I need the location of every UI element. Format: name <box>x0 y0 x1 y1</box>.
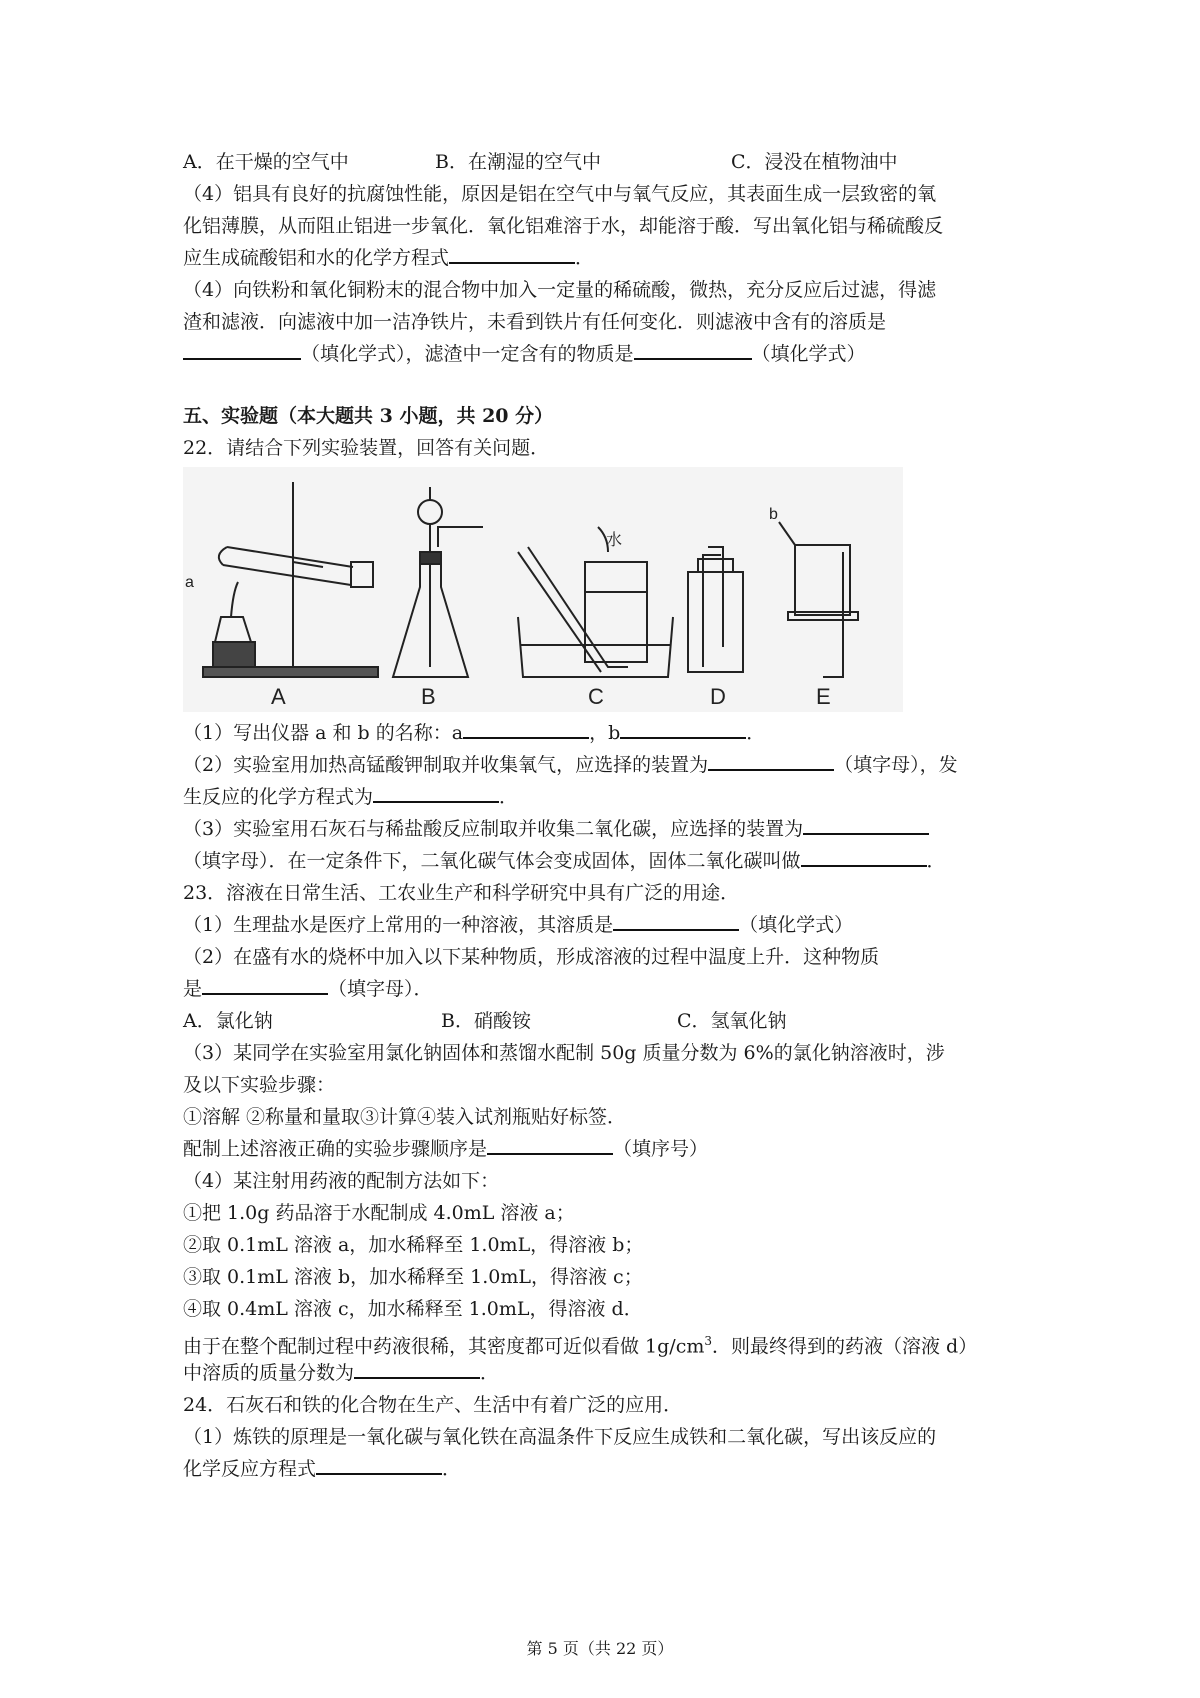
q23-part1-tail: （填化学式） <box>739 914 854 936</box>
answer-blank[interactable] <box>316 1453 442 1475</box>
q21-option-a: A．在干燥的空气中 <box>183 151 349 173</box>
q21-part4a-line3: 应生成硫酸铝和水的化学方程式 ． <box>183 242 1023 274</box>
q24-part1-text: 化学反应方程式 <box>183 1458 317 1480</box>
q23-part3-line2: 及以下实验步骤： <box>183 1074 336 1096</box>
q23-part4-text7: 中溶质的质量分数为 <box>183 1362 355 1384</box>
q23-option-c: C．氢氧化钠 <box>677 1010 787 1032</box>
q23-part2-line1: （2）在盛有水的烧杯中加入以下某种物质，形成溶液的过程中温度上升．这种物质 <box>183 946 880 968</box>
answer-blank[interactable] <box>634 338 752 360</box>
q21-part4b-tail: （填化学式） <box>751 343 866 365</box>
q23-part4-step2: ②取 0.1mL 溶液 a，加水稀释至 1.0mL，得溶液 b； <box>183 1234 644 1256</box>
answer-blank[interactable] <box>354 1357 480 1379</box>
q21-part4b-text: （填化学式），滤渣中一定含有的物质是 <box>301 343 634 365</box>
answer-blank[interactable] <box>620 717 746 739</box>
q24-stem: 24．石灰石和铁的化合物在生产、生活中有着广泛的应用． <box>183 1394 683 1416</box>
q22-part2-text: （2）实验室用加热高锰酸钾制取并收集氧气，应选择的装置为 <box>183 754 709 776</box>
q21-option-b: B．在潮湿的空气中 <box>435 151 601 173</box>
q22-part2-line1 <box>183 749 1023 781</box>
label-B: B <box>421 684 436 709</box>
q24-part1-line1: （1）炼铁的原理是一氧化碳与氧化铁在高温条件下反应生成铁和二氧化碳，写出该反应的 <box>183 1426 937 1448</box>
q22-part2-line2: 生反应的化学方程式为 ． <box>183 781 1023 813</box>
q23-part2-line2 <box>183 973 1023 1005</box>
answer-blank[interactable] <box>449 242 575 264</box>
q22-part3-line2: （填字母）．在一定条件下，二氧化碳气体会变成固体，固体二氧化碳叫做 ． <box>183 845 1023 877</box>
q23-options <box>183 1005 1023 1037</box>
answer-blank[interactable] <box>487 1133 613 1155</box>
q21-part4b-line1: （4）向铁粉和氧化铜粉末的混合物中加入一定量的稀硫酸，微热，充分反应后过滤，得滤 <box>183 279 937 301</box>
section-title: 五、实验题（本大题共 3 小题，共 20 分） <box>183 405 554 427</box>
q23-part2-text: 是 <box>183 978 203 1000</box>
answer-blank[interactable] <box>463 717 589 739</box>
q23-part4-step1: ①把 1.0g 药品溶于水配制成 4.0mL 溶液 a； <box>183 1202 575 1224</box>
q23-stem: 23．溶液在日常生活、工农业生产和科学研究中具有广泛的用途． <box>183 882 740 904</box>
q23-part4-line7: 中溶质的质量分数为 ． <box>183 1357 1023 1389</box>
page-footer: 第 5 页（共 22 页） <box>526 1639 674 1658</box>
answer-blank[interactable] <box>183 338 301 360</box>
answer-blank[interactable] <box>613 909 739 931</box>
q22-part1-text-b: ，b <box>589 722 621 744</box>
q21-part4b-line3 <box>183 338 1023 370</box>
q22-part2-text2: 生反应的化学方程式为 <box>183 786 374 808</box>
q23-part3-line3: ①溶解 ②称量和量取③计算④装入试剂瓶贴好标签． <box>183 1106 627 1128</box>
q23-part4-tail: ．则最终得到的药液（溶液 d） <box>712 1335 978 1358</box>
superscript: 3 <box>704 1334 712 1348</box>
q23-part3-tail: （填序号） <box>613 1138 709 1160</box>
q24-part1-line2: 化学反应方程式 ． <box>183 1453 1023 1485</box>
answer-blank[interactable] <box>708 749 834 771</box>
answer-blank[interactable] <box>202 973 328 995</box>
q23-part1 <box>183 909 1023 941</box>
q23-part4-step3: ③取 0.1mL 溶液 b，加水稀释至 1.0mL，得溶液 c； <box>183 1266 643 1288</box>
q22-part3-text: （3）实验室用石灰石与稀盐酸反应制取并收集二氧化碳，应选择的装置为 <box>183 818 804 840</box>
q23-part2-tail: （填字母）． <box>328 978 433 1000</box>
q23-part4-line1: （4）某注射用药液的配制方法如下： <box>183 1170 500 1192</box>
label-a: a <box>185 574 194 591</box>
apparatus-figure <box>183 467 903 712</box>
q23-part3-text: 配制上述溶液正确的实验步骤顺序是 <box>183 1138 488 1160</box>
answer-blank[interactable] <box>373 781 499 803</box>
label-A: A <box>271 684 286 709</box>
label-D: D <box>710 684 726 709</box>
label-E: E <box>816 684 831 709</box>
q21-part4a-line1: （4）铝具有良好的抗腐蚀性能，原因是铝在空气中与氧气反应，其表面生成一层致密的氧 <box>183 183 937 205</box>
answer-blank[interactable] <box>801 845 927 867</box>
q23-option-b: B．硝酸铵 <box>441 1010 531 1032</box>
q23-part4-text: 由于在整个配制过程中药液很稀，其密度都可近似看做 1g/cm <box>183 1335 705 1358</box>
label-b: b <box>769 506 778 523</box>
q22-part2-tail: （填字母），发 <box>834 754 958 776</box>
q21-option-c: C．浸没在植物油中 <box>731 151 898 173</box>
q21-options <box>183 146 1023 178</box>
q21-part4a-text: 应生成硫酸铝和水的化学方程式 <box>183 247 450 269</box>
q23-part3-line1: （3）某同学在实验室用氯化钠固体和蒸馏水配制 50g 质量分数为 6%的氯化钠溶液时，涉 <box>183 1042 945 1064</box>
q21-part4a-line2: 化铝薄膜，从而阻止铝进一步氧化．氧化铝难溶于水，却能溶于酸．写出氧化铝与稀硫酸反 <box>183 215 944 237</box>
q21-part4b-line2: 渣和滤液．向滤液中加一洁净铁片，未看到铁片有任何变化．则滤液中含有的溶质是 <box>183 311 887 333</box>
q22-part3-text2: （填字母）．在一定条件下，二氧化碳气体会变成固体，固体二氧化碳叫做 <box>183 850 801 872</box>
q22-stem: 22．请结合下列实验装置，回答有关问题． <box>183 437 550 459</box>
q23-part3-line4 <box>183 1133 1023 1165</box>
q23-part4-step4: ④取 0.4mL 溶液 c，加水稀释至 1.0mL，得溶液 d． <box>183 1298 643 1320</box>
q22-part1: （1）写出仪器 a 和 b 的名称：a ，b ． <box>183 717 1023 749</box>
label-C: C <box>588 684 604 709</box>
q22-part1-text: （1）写出仪器 a 和 b 的名称：a <box>183 722 464 744</box>
q23-part1-text: （1）生理盐水是医疗上常用的一种溶液，其溶质是 <box>183 914 614 936</box>
answer-blank[interactable] <box>803 813 929 835</box>
label-water: 水 <box>606 532 623 549</box>
q23-option-a: A．氯化钠 <box>183 1010 273 1032</box>
q22-part3-line1 <box>183 813 1023 845</box>
